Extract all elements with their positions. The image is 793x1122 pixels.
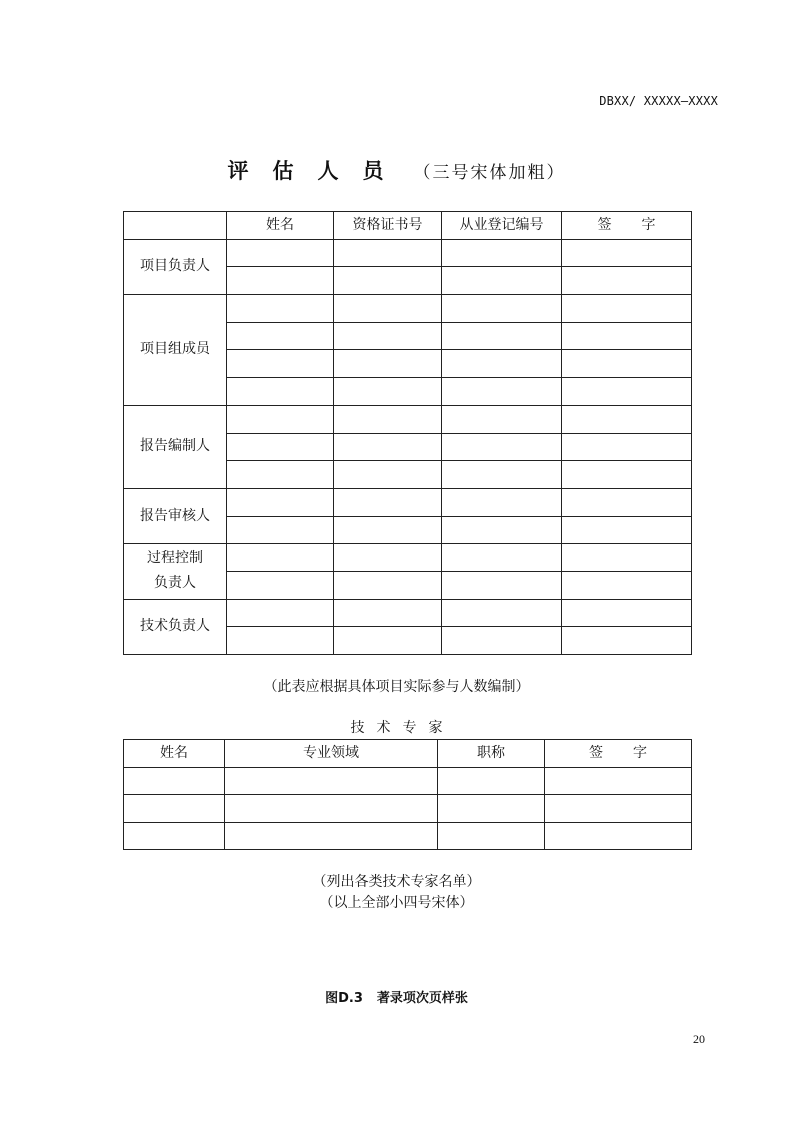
table-cell[interactable] [442,239,562,267]
header-registration: 从业登记编号 [442,212,562,240]
table-cell[interactable] [225,822,438,850]
table-cell[interactable] [438,795,545,823]
table-cell[interactable] [334,627,442,655]
table-cell[interactable] [227,239,334,267]
table-cell[interactable] [562,461,692,489]
table-cell[interactable] [334,544,442,572]
expert-section-title: 技术专家 [350,720,455,736]
role-project-lead: 项目负责人 [124,239,227,294]
role-line: 过程控制 [147,550,203,567]
table-row [124,767,692,795]
table-cell[interactable] [227,488,334,516]
staff-table [123,211,692,655]
table-cell[interactable] [334,488,442,516]
role-line: 负责人 [154,575,196,592]
table-cell[interactable] [562,322,692,350]
table-cell[interactable] [562,295,692,323]
table-cell[interactable] [227,405,334,433]
table-cell[interactable] [124,767,225,795]
table-cell[interactable] [442,627,562,655]
table-cell[interactable] [562,544,692,572]
table-row [124,822,692,850]
table-cell[interactable] [334,350,442,378]
table-row [124,488,692,516]
table-cell[interactable] [545,795,692,823]
header-title: 职称 [438,740,545,768]
table-cell[interactable] [562,627,692,655]
table-cell[interactable] [227,378,334,406]
table-cell[interactable] [334,599,442,627]
expert-list-note: （列出各类技术专家名单） [312,874,481,890]
figure-number: 图D.3 [325,991,363,1006]
table-cell[interactable] [124,822,225,850]
table-cell[interactable] [334,322,442,350]
table-cell[interactable] [438,822,545,850]
role-process-control-lead [124,544,227,599]
table-cell[interactable] [442,599,562,627]
table-cell[interactable] [227,571,334,599]
table-cell[interactable] [225,795,438,823]
table-cell[interactable] [562,405,692,433]
table-cell[interactable] [442,378,562,406]
table-cell[interactable] [442,571,562,599]
table-row [124,599,692,627]
table-cell[interactable] [227,599,334,627]
header-blank-cell [124,212,227,240]
table-cell[interactable] [227,322,334,350]
figure-text: 著录项次页样张 [376,991,468,1006]
table-cell[interactable] [334,267,442,295]
table-cell[interactable] [442,350,562,378]
table-cell[interactable] [227,267,334,295]
role-report-reviewer: 报告审核人 [124,488,227,543]
page-title [0,155,793,185]
font-size-note: （以上全部小四号宋体） [319,895,474,911]
table-row [124,405,692,433]
table-row [124,295,692,323]
header-specialty: 专业领域 [225,740,438,768]
table-row [124,239,692,267]
table-cell[interactable] [562,571,692,599]
table-cell[interactable] [442,461,562,489]
table-cell[interactable] [334,295,442,323]
table-cell[interactable] [227,461,334,489]
table-row [124,544,692,572]
title-font-note: （三号宋体加粗） [413,163,566,183]
header-signature: 签字 [562,212,692,240]
role-team-member: 项目组成员 [124,295,227,406]
table-cell[interactable] [562,378,692,406]
table-cell[interactable] [562,350,692,378]
table-cell[interactable] [545,767,692,795]
header-name: 姓名 [124,740,225,768]
table-cell[interactable] [227,544,334,572]
table-cell[interactable] [562,599,692,627]
document-code: DBXX/ XXXXX—XXXX [599,94,718,108]
page-number: 20 [693,1032,705,1046]
table-cell[interactable] [334,433,442,461]
table-cell[interactable] [562,516,692,544]
table-cell[interactable] [227,350,334,378]
role-technical-lead: 技术负责人 [124,599,227,654]
table-cell[interactable] [334,239,442,267]
table-cell[interactable] [562,433,692,461]
header-signature: 签字 [545,740,692,768]
table-cell[interactable] [227,295,334,323]
table-cell[interactable] [442,433,562,461]
table-cell[interactable] [334,405,442,433]
table-cell[interactable] [545,822,692,850]
table-cell[interactable] [442,295,562,323]
table-cell[interactable] [227,516,334,544]
staff-table-note: （此表应根据具体项目实际参与人数编制） [263,679,530,695]
table-cell[interactable] [442,544,562,572]
table-cell[interactable] [562,488,692,516]
table-cell[interactable] [442,267,562,295]
expert-table [123,739,692,850]
table-cell[interactable] [334,516,442,544]
table-cell[interactable] [124,795,225,823]
table-cell[interactable] [442,488,562,516]
table-cell[interactable] [227,627,334,655]
title-main: 评估人员 [227,158,408,183]
table-cell[interactable] [334,461,442,489]
table-cell[interactable] [334,378,442,406]
table-cell[interactable] [442,405,562,433]
table-cell[interactable] [227,433,334,461]
table-cell[interactable] [562,267,692,295]
table-cell[interactable] [438,767,545,795]
table-header-row [124,740,692,768]
table-cell[interactable] [334,571,442,599]
header-name: 姓名 [227,212,334,240]
figure-caption [0,987,793,1006]
table-cell[interactable] [225,767,438,795]
table-row [124,795,692,823]
table-cell[interactable] [442,516,562,544]
table-header-row [124,212,692,240]
table-cell[interactable] [442,322,562,350]
role-report-author: 报告编制人 [124,405,227,488]
table-cell[interactable] [562,239,692,267]
header-certificate: 资格证书号 [334,212,442,240]
